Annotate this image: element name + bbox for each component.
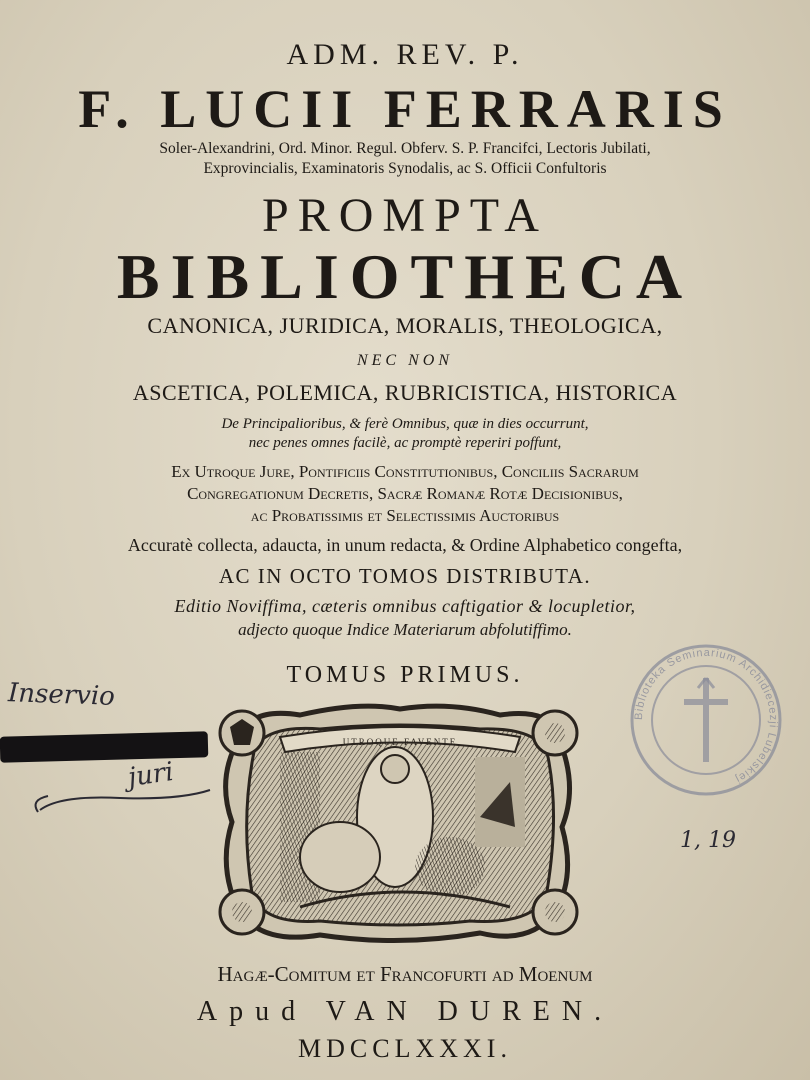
handwritten-inscription-2: juri: [126, 756, 176, 794]
sources-line-3: ac Probatissimis et Selectissimis Auctoribus: [250, 506, 560, 525]
imprint-year: MDCCLXXXI.: [298, 1034, 512, 1063]
sources-line-2: Congregationum Decretis, Sacræ Romanæ Rotæ Decisionibus,: [187, 484, 623, 503]
author-description-1: Soler-Alexandrini, Ord. Minor. Regul. Obferv. S. P. Francifci, Lectoris Jubilati,: [159, 140, 651, 157]
engraved-vignette: [210, 697, 585, 947]
collecta-line: Accuratè collecta, adaucta, in unum redacta, & Ordine Alphabetico congefta,: [127, 535, 683, 555]
imprint-publisher: Apud VAN DUREN.: [196, 996, 614, 1027]
editio-line-2: adjecto quoque Indice Materiarum abfolutiffimo.: [238, 620, 572, 639]
handwritten-inscription-1: Inservio: [7, 678, 116, 712]
honorific-line: ADM. REV. P.: [286, 38, 524, 71]
stamp-text: Biblioteka Seminarium Archidiecezji Lubelskiej: [632, 646, 780, 786]
vignette-motto: UTROQUE FAVENTE: [342, 737, 458, 747]
distributa-line: AC IN OCTO TOMOS DISTRIBUTA.: [218, 564, 592, 588]
library-stamp: [626, 640, 786, 800]
author-name: F. LUCII FERRARIS: [78, 79, 732, 139]
subjects-line-2: ASCETICA, POLEMICA, RUBRICISTICA, HISTORICA: [132, 380, 678, 405]
description-line-2: nec penes omnes facilè, ac promptè reperiri poffunt,: [248, 435, 562, 451]
tomus-line: TOMUS PRIMUS.: [286, 662, 524, 688]
sources-line-1: Ex Utroque Jure, Pontificiis Constitutionibus, Conciliis Sacrarum: [171, 462, 639, 481]
title-bibliotheca: BIBLIOTHECA: [116, 241, 694, 312]
nec-non: NEC NON: [356, 352, 453, 369]
editio-line-1: Editio Noviffima, cæteris omnibus caftigatior & locupletior,: [174, 596, 636, 616]
title-prompta: PROMPTA: [262, 189, 548, 242]
subjects-line-1: CANONICA, JURIDICA, MORALIS, THEOLOGICA,: [147, 313, 663, 338]
author-description-2: Exprovincialis, Examinatoris Synodalis, ac S. Officii Confultoris: [203, 160, 607, 177]
imprint-place: Hagæ-Comitum et Francofurti ad Moenum: [217, 962, 593, 986]
description-line-1: De Principalioribus, & ferè Omnibus, quæ in dies occurrunt,: [221, 416, 589, 432]
handwritten-shelf-mark: 1, 19: [680, 828, 736, 853]
